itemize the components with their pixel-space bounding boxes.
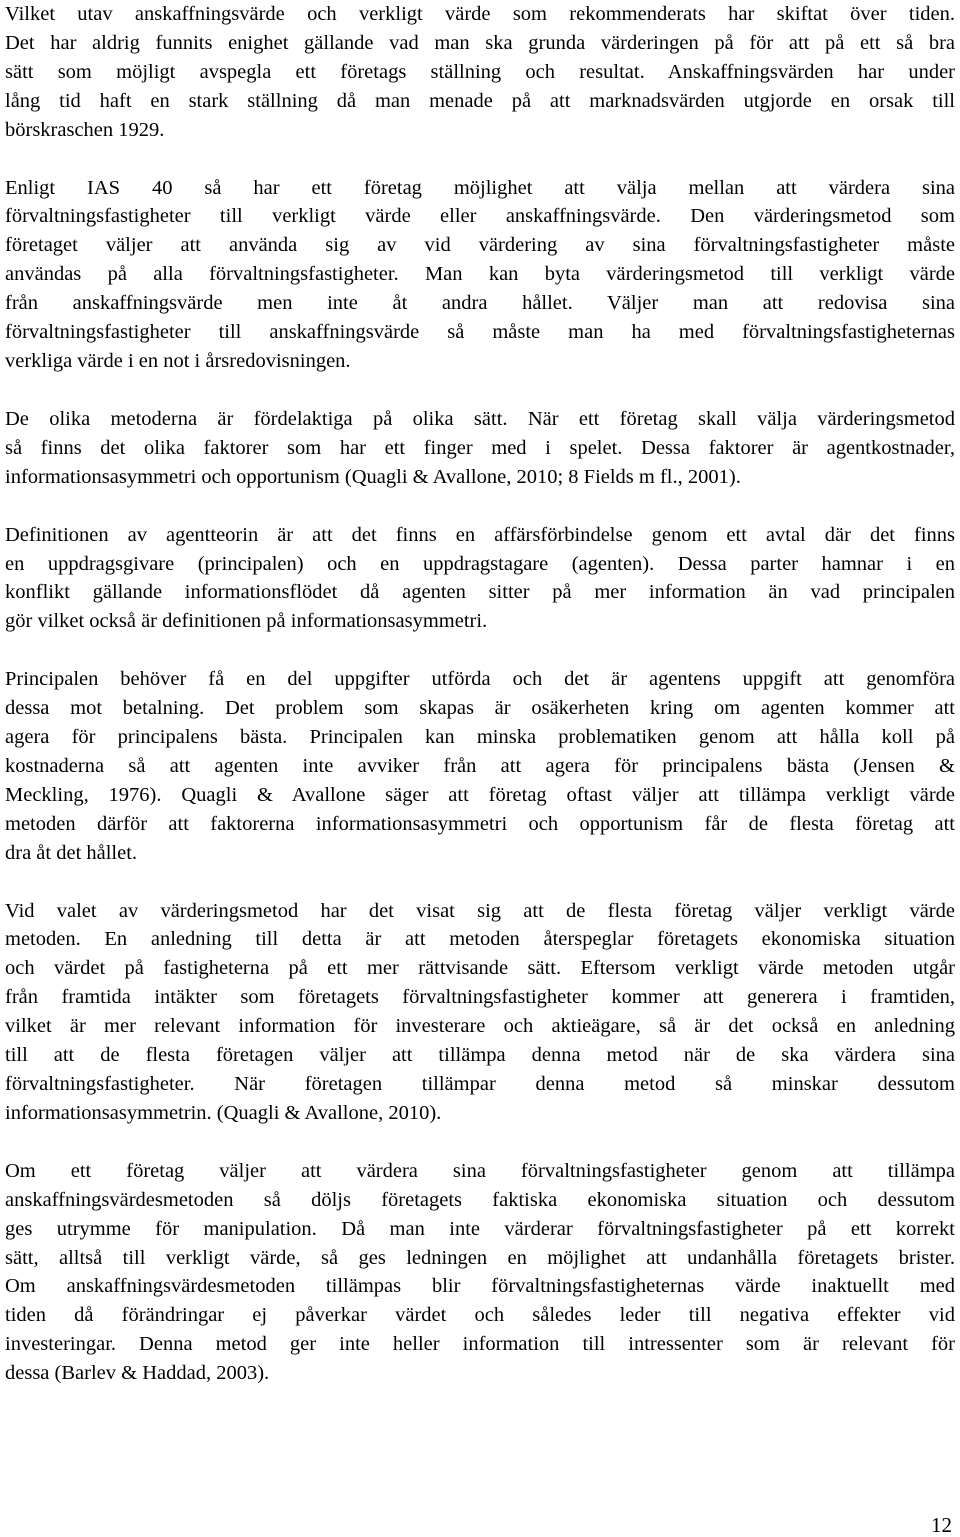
text-line: metoden. En anledning till detta är att metoden återspeglar företagets ekonomiska situation (5, 928, 955, 951)
page-number: 12 (931, 1513, 952, 1537)
text-line: en uppdragsgivare (principalen) och en uppdragstagare (agenten). Dessa parter hamnar i en (5, 552, 955, 575)
text-line: konflikt gällande informationsflödet då agenten sitter på mer information än vad principalen (5, 581, 955, 604)
text-line: investeringar. Denna metod ger inte heller information till intressenter som är relevant för (5, 1333, 955, 1356)
text-line: Enligt IAS 40 så har ett företag möjlighet att välja mellan att värdera sina (5, 176, 955, 199)
text-line: Vilket utav anskaffningsvärde och verkligt värde som rekommenderats har skiftat över tiden. (5, 3, 955, 25)
text-line: förvaltningsfastigheter. När företagen tillämpar denna metod så minskar dessutom (5, 1073, 955, 1095)
text-line: Det har aldrig funnits enighet gällande vad man ska grunda värderingen på för att på ett så bra (5, 31, 955, 54)
text-line: Om ett företag väljer att värdera sina förvaltningsfastigheter genom att tillämpa (5, 1159, 955, 1182)
text-line: dra åt det hållet. (5, 841, 138, 864)
text-line: dessa mot betalning. Det problem som skapas är osäkerheten kring om agenten kommer att (5, 697, 955, 720)
text-line: kostnaderna så att agenten inte avviker från att agera för principalens bästa (Jensen & (5, 754, 955, 777)
paragraph-method-factors (5, 405, 955, 492)
text-line: förvaltningsfastigheter till verkligt värde eller anskaffningsvärde. Den värderingsmetod som (5, 205, 955, 228)
text-line: börskraschen 1929. (5, 118, 165, 141)
paragraph-agency-theory (5, 521, 955, 637)
text-line: informationsasymmetrin. (Quagli & Avallone, 2010). (5, 1101, 442, 1124)
text-line: Vid valet av värderingsmetod har det visat sig att de flesta företag väljer verkligt värde (5, 899, 955, 922)
text-line: verkliga värde i en not i årsredovisningen. (5, 349, 351, 372)
text-line: informationsasymmetri och opportunism (Quagli & Avallone, 2010; 8 Fields m fl., 2001). (5, 465, 741, 488)
paragraph-ias-40 (5, 174, 955, 376)
paragraph-cost-method (5, 1157, 955, 1388)
text-line: vilket är mer relevant information för investerare och aktieägare, så är det också en anledning (5, 1015, 955, 1038)
paragraph-valuation-history (5, 0, 955, 145)
text-line: Definitionen av agentteorin är att det finns en affärsförbindelse genom ett avtal där det finns (5, 523, 955, 546)
paragraph-principal-agent (5, 665, 955, 867)
paragraph-fair-value-choice (5, 897, 955, 1128)
text-line: till att de flesta företagen väljer att tillämpa denna metod när de ska värdera sina (5, 1044, 955, 1067)
text-line: förvaltningsfastigheter till anskaffningsvärde så måste man ha med förvaltningsfastigheternas (5, 321, 955, 344)
text-line: Om anskaffningsvärdesmetoden tillämpas blir förvaltningsfastigheternas värde inaktuellt med (5, 1275, 955, 1298)
text-line: De olika metoderna är fördelaktiga på olika sätt. När ett företag skall välja värderingsmetod (5, 407, 955, 430)
text-line: gör vilket också är definitionen på informationsasymmetri. (5, 610, 488, 633)
text-line: tiden då förändringar ej påverkar värdet och således leder till negativa effekter vid (5, 1304, 955, 1327)
text-line: företaget väljer att använda sig av vid värdering av sina förvaltningsfastigheter måste (5, 234, 955, 257)
text-line: agera för principalens bästa. Principalen kan minska problematiken genom att hålla koll på (5, 726, 955, 749)
text-line: dessa (Barlev & Haddad, 2003). (5, 1362, 270, 1385)
text-line: från framtida intäkter som företagets förvaltningsfastigheter kommer att generera i framtiden, (5, 986, 955, 1009)
text-line: och värdet på fastigheterna på ett mer rättvisande sätt. Eftersom verkligt värde metoden utgår (5, 957, 955, 980)
text-line: sätt som möjligt avspegla ett företags ställning och resultat. Anskaffningsvärden har under (5, 60, 955, 83)
text-line: ges utrymme för manipulation. Då man inte värderar förvaltningsfastigheter på ett korrekt (5, 1217, 955, 1240)
text-line: användas på alla förvaltningsfastigheter. Man kan byta värderingsmetod till verkligt värde (5, 263, 955, 286)
text-line: från anskaffningsvärde men inte åt andra hållet. Väljer man att redovisa sina (5, 292, 955, 315)
text-line: sätt, alltså till verkligt värde, så ges ledningen en möjlighet att undanhålla företagets brister. (5, 1246, 955, 1269)
text-line: Principalen behöver få en del uppgifter utförda och det är agentens uppgift att genomföra (5, 668, 955, 691)
text-line: metoden därför att faktorerna informationsasymmetri och opportunism får de flesta företag att (5, 812, 955, 835)
text-line: lång tid haft en stark ställning då man menade på att marknadsvärden utgjorde en orsak till (5, 89, 955, 112)
text-line: Meckling, 1976). Quagli & Avallone säger att företag oftast väljer att tillämpa verkligt värde (5, 783, 955, 806)
text-line: anskaffningsvärdesmetoden så döljs företagets faktiska ekonomiska situation och dessutom (5, 1188, 955, 1211)
text-line: så finns det olika faktorer som har ett finger med i spelet. Dessa faktorer är agentkostnader, (5, 436, 955, 459)
document-page (5, 0, 955, 1417)
